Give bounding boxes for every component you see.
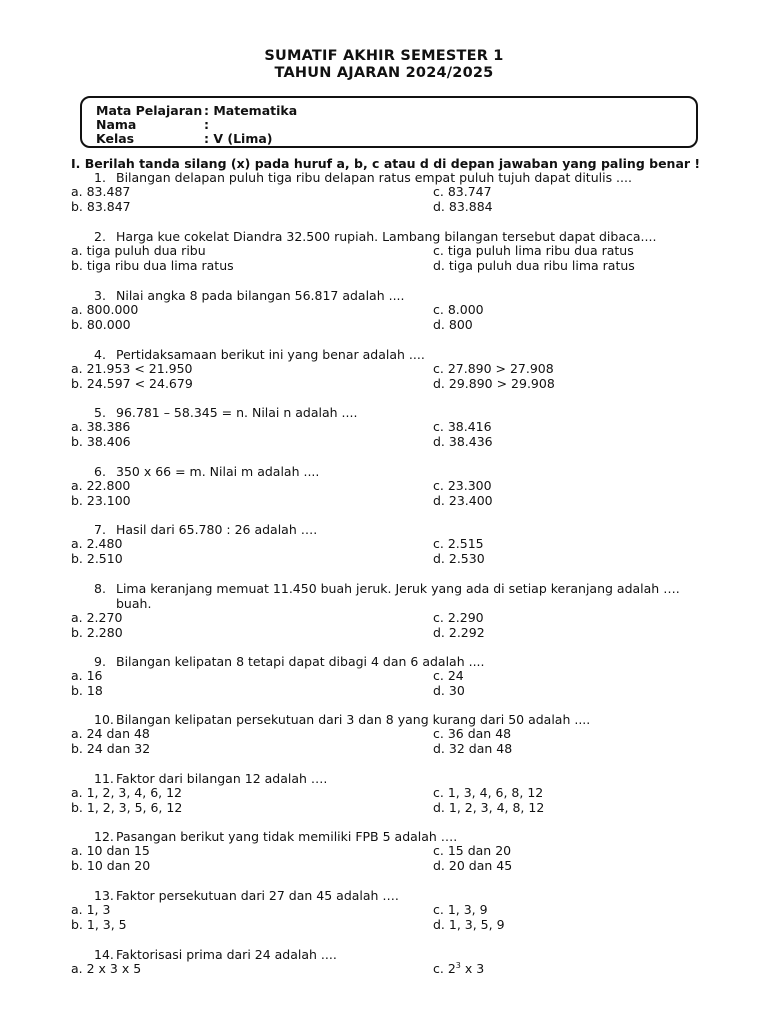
option-c: c. 36 dan 48 [433,726,512,741]
question-13 [94,888,399,903]
question-number: 7. [94,522,106,537]
question-number: 8. [94,581,106,596]
option-c: c. 38.416 [433,419,492,434]
question-text: 350 x 66 = m. Nilai m adalah .... [116,464,320,479]
question-5 [94,405,357,420]
option-b: b. 24 dan 32 [71,741,151,756]
question-number: 1. [94,170,106,185]
question-text: Hasil dari 65.780 : 26 adalah …. [116,522,318,537]
question-8 [94,581,680,596]
option-a: a. 2.270 [71,610,123,625]
question-text-continued: buah. [116,596,152,611]
question-3 [94,288,405,303]
question-number: 14. [94,947,114,962]
option-c: c. tiga puluh lima ribu dua ratus [433,243,634,258]
question-text: 96.781 – 58.345 = n. Nilai n adalah .... [116,405,358,420]
question-10 [94,712,590,727]
option-d: d. 29.890 > 29.908 [433,376,555,391]
option-a: a. 800.000 [71,302,139,317]
question-2 [94,229,656,244]
option-b: b. 1, 3, 5 [71,917,127,932]
info-name: Nama : [96,117,209,132]
question-number: 13. [94,888,114,903]
question-number: 11. [94,771,114,786]
question-number: 9. [94,654,106,669]
question-text: Pertidaksamaan berikut ini yang benar adalah .... [116,347,425,362]
option-b: b. 23.100 [71,493,131,508]
question-number: 3. [94,288,106,303]
option-b: b. 80.000 [71,317,131,332]
option-b: b. 1, 2, 3, 5, 6, 12 [71,800,183,815]
exponent: 3 [455,961,461,970]
instruction: I. Berilah tanda silang (x) pada huruf a, b, c atau d di depan jawaban yang paling benar ! [71,156,701,171]
question-text: Harga kue cokelat Diandra 32.500 rupiah. Lambang bilangan tersebut dapat dibaca.... [116,229,657,244]
question-text: Faktorisasi prima dari 24 adalah .... [116,947,337,962]
option-a: a. 16 [71,668,103,683]
option-d: d. 20 dan 45 [433,858,513,873]
question-text: Faktor persekutuan dari 27 dan 45 adalah …. [116,888,399,903]
option-c: c. 8.000 [433,302,484,317]
option-d: d. 2.292 [433,625,485,640]
exam-title: SUMATIF AKHIR SEMESTER 1 [264,48,504,64]
question-4 [94,347,425,362]
question-1 [94,170,632,185]
option-d: d. 800 [433,317,473,332]
question-number: 5. [94,405,106,420]
option-b: b. 10 dan 20 [71,858,151,873]
option-d: d. tiga puluh dua ribu lima ratus [433,258,635,273]
question-9 [94,654,485,669]
option-d: d. 32 dan 48 [433,741,513,756]
option-d: d. 30 [433,683,465,698]
option-a: a. 1, 3 [71,902,111,917]
question-text: Nilai angka 8 pada bilangan 56.817 adalah .... [116,288,405,303]
option-b: b. 38.406 [71,434,131,449]
question-12 [94,829,457,844]
option-c: c. 27.890 > 27.908 [433,361,554,376]
question-text: Lima keranjang memuat 11.450 buah jeruk. Jeruk yang ada di setiap keranjang adalah …. [116,581,680,596]
option-d: d. 1, 2, 3, 4, 8, 12 [433,800,545,815]
option-d: d. 38.436 [433,434,493,449]
option-c: c. 1, 3, 4, 6, 8, 12 [433,785,544,800]
option-a: a. 83.487 [71,184,131,199]
option-c: c. 24 [433,668,464,683]
info-subject: Mata Pelajaran : Matematika [96,103,298,118]
option-c: c. $2^3$ x 3 [433,961,485,977]
student-info-box [80,96,698,148]
option-a: a. 38.386 [71,419,131,434]
option-a: a. 10 dan 15 [71,843,150,858]
academic-year: TAHUN AJARAN 2024/2025 [274,65,494,81]
option-c: c. 23.300 [433,478,492,493]
question-text: Bilangan kelipatan 8 tetapi dapat dibagi 4 dan 6 adalah .... [116,654,485,669]
question-14 [94,947,337,962]
option-c: c. 83.747 [433,184,492,199]
option-c: c. 15 dan 20 [433,843,512,858]
question-number: 10. [94,712,114,727]
question-number: 12. [94,829,114,844]
option-b: b. 24.597 < 24.679 [71,376,193,391]
option-b: b. 83.847 [71,199,131,214]
option-c: c. 2.290 [433,610,484,625]
option-d: d. 2.530 [433,551,485,566]
option-d: d. 83.884 [433,199,493,214]
question-7 [94,522,317,537]
question-number: 4. [94,347,106,362]
question-11 [94,771,327,786]
option-a: a. 21.953 < 21.950 [71,361,193,376]
question-text: Faktor dari bilangan 12 adalah …. [116,771,328,786]
question-number: 6. [94,464,106,479]
info-class: Kelas : V (Lima) [96,131,273,146]
question-text: Bilangan delapan puluh tiga ribu delapan ratus empat puluh tujuh dapat ditulis .... [116,170,632,185]
option-a: a. 2 x 3 x 5 [71,961,142,976]
option-a: a. tiga puluh dua ribu [71,243,206,258]
option-a: a. 24 dan 48 [71,726,150,741]
option-a: a. 1, 2, 3, 4, 6, 12 [71,785,183,800]
option-a: a. 2.480 [71,536,123,551]
question-number: 2. [94,229,106,244]
question-text: Pasangan berikut yang tidak memiliki FPB 5 adalah …. [116,829,458,844]
option-c: c. 1, 3, 9 [433,902,488,917]
question-text: Bilangan kelipatan persekutuan dari 3 dan 8 yang kurang dari 50 adalah .... [116,712,591,727]
option-b: b. 2.280 [71,625,123,640]
question-6 [94,464,319,479]
option-b: b. tiga ribu dua lima ratus [71,258,234,273]
option-b: b. 18 [71,683,103,698]
option-d: d. 23.400 [433,493,493,508]
option-a: a. 22.800 [71,478,131,493]
option-c: c. 2.515 [433,536,484,551]
option-b: b. 2.510 [71,551,123,566]
option-d: d. 1, 3, 5, 9 [433,917,505,932]
